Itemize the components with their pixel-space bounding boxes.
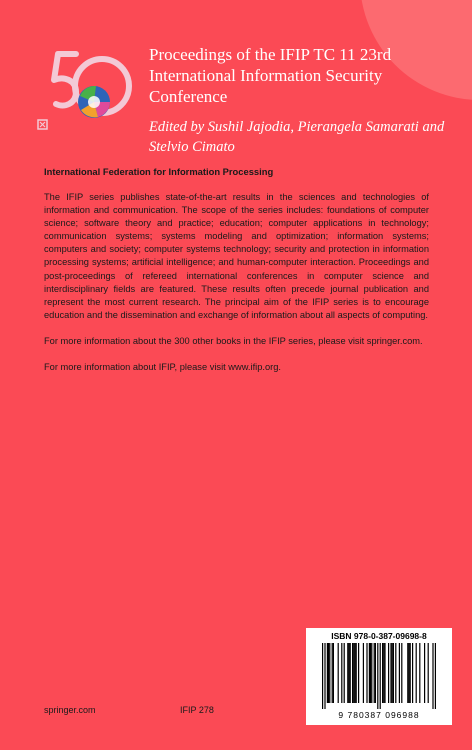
book-title: Proceedings of the IFIP TC 11 23rd International Information Security Conference: [149, 45, 392, 106]
barcode-bar: [371, 643, 372, 703]
barcode-bar: [354, 643, 355, 703]
barcode-bar: [390, 643, 391, 703]
barcode-bar: [329, 643, 330, 703]
barcode-bar: [370, 643, 371, 703]
barcode-bar: [401, 643, 402, 703]
barcode-bar: [408, 643, 409, 703]
series-description: The IFIP series publishes state-of-the-art results in the sciences and technologies of information and communication. The scope of the series includes: foundations of computer science; software theory and practice; education; computer applications in technology; communication systems; systems modeling and optimization; information systems; computers and society; computer systems technology; security and protection in information processing systems; artificial intelligence; and human-computer interaction. Proceedings and post-proceedings of refereed international conferences in computer science and interdisciplinary fields are featured. These results often precede journal publication and represent the most current research. The principal aim of the IFIP series is to encourage education and the dissemination and exchange of information about all aspects of computing.: [44, 192, 429, 320]
barcode-bar: [382, 643, 383, 703]
barcode-bar: [350, 643, 351, 703]
barcode-bar: [435, 643, 436, 709]
barcode-bar: [353, 643, 354, 703]
barcode-bar: [333, 643, 334, 703]
barcode-bar: [375, 643, 376, 703]
barcode-bar: [432, 643, 433, 709]
barcode-bar: [412, 643, 413, 703]
barcode-bar: [384, 643, 385, 703]
book-editors: Edited by Sushil Jajodia, Pierangela Samarati and Stelvio Cimato: [149, 119, 445, 155]
books-info-paragraph: For more information about the 300 other books in the IFIP series, please visit springer.com.: [44, 335, 423, 346]
barcode-bar: [419, 643, 420, 703]
barcode-bar: [424, 643, 425, 703]
barcode-bar: [324, 643, 325, 709]
barcode-bar: [356, 643, 357, 703]
barcode-bar: [322, 643, 323, 709]
barcode-bar: [399, 643, 400, 703]
barcode-bar: [380, 643, 381, 709]
barcode-bar: [327, 643, 328, 703]
barcode-bar: [352, 643, 353, 703]
barcode-bar: [358, 643, 359, 703]
series-heading: International Federation for Information Processing: [44, 166, 274, 177]
barcode-bar: [348, 643, 349, 703]
isbn-label: ISBN 978-0-387-09698-8: [331, 631, 427, 641]
barcode-bar: [341, 643, 342, 703]
ifip-info-paragraph: For more information about IFIP, please visit www.ifip.org.: [44, 362, 281, 373]
barcode-bar: [428, 643, 429, 703]
barcode-bar: [410, 643, 411, 703]
barcode-bar: [407, 643, 408, 703]
barcode-bar: [416, 643, 417, 703]
barcode-bar: [383, 643, 384, 703]
barcode-bar: [338, 643, 339, 703]
barcode-bar: [374, 643, 375, 703]
barcode-bar: [392, 643, 393, 703]
isbn-barcode-block: [306, 628, 452, 725]
barcode-bar: [388, 643, 389, 703]
barcode-bar: [369, 643, 370, 703]
barcode-bar: [328, 643, 329, 703]
barcode-bar: [347, 643, 348, 703]
barcode-bar: [344, 643, 345, 703]
series-number: IFIP 278: [180, 705, 214, 715]
publisher-url: springer.com: [44, 705, 96, 715]
back-cover-text: [44, 166, 429, 387]
barcode-bar: [393, 643, 394, 703]
barcode-bar: [366, 643, 367, 703]
ean-digits: 9 780387 096988: [338, 710, 420, 720]
barcode-bar: [363, 643, 364, 703]
barcode-bar: [395, 643, 396, 703]
barcode: [318, 643, 440, 709]
ifip-anniversary-logo: [36, 46, 136, 138]
barcode-bar: [377, 643, 378, 709]
barcode-bar: [332, 643, 333, 703]
